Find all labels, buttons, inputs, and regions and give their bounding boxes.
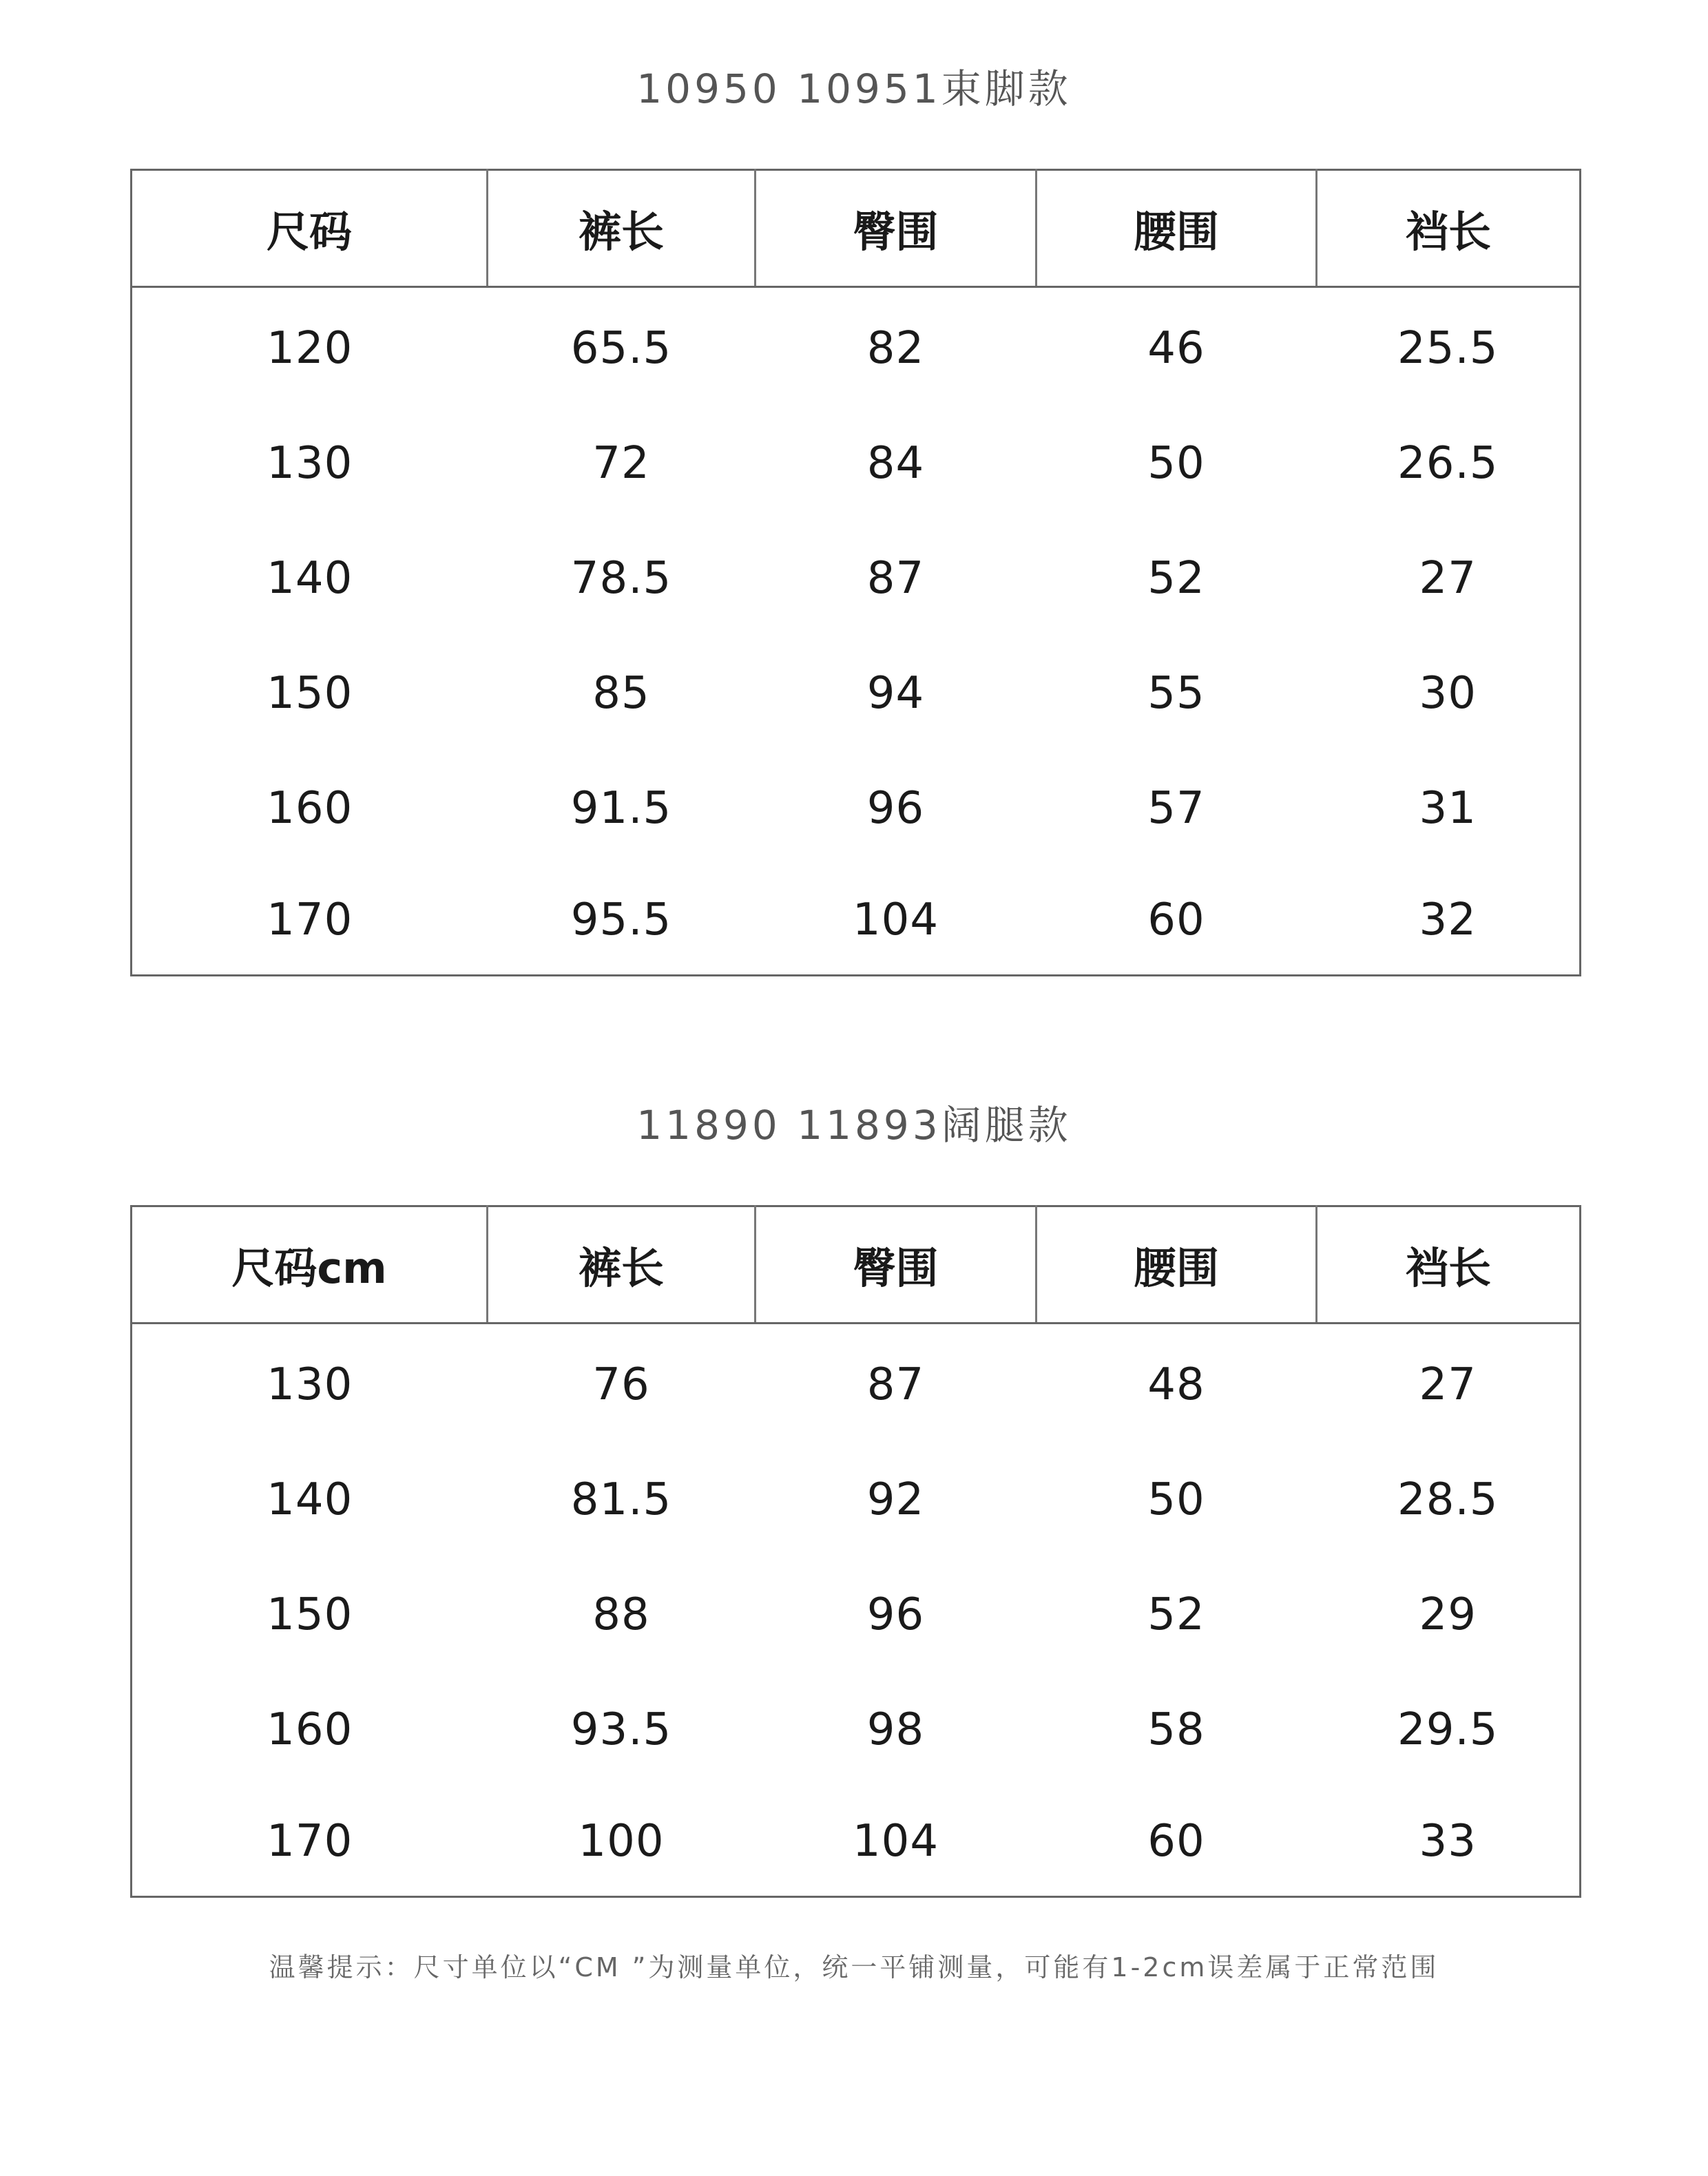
size-table-wide-leg	[130, 1205, 1581, 1898]
table-cell: 120	[267, 322, 353, 374]
table-cell: 29	[1419, 1589, 1477, 1640]
table-cell: 81.5	[570, 1474, 672, 1525]
table-cell: 50	[1147, 1474, 1205, 1525]
table-cell: 60	[1147, 895, 1205, 945]
table-header-row	[132, 170, 1581, 287]
table-cell: 150	[267, 1589, 353, 1640]
table-cell: 27	[1419, 552, 1477, 604]
table-cell: 78.5	[570, 552, 672, 604]
table-cell: 65.5	[570, 322, 672, 374]
table-cell: 150	[267, 667, 353, 719]
header-rise: 裆长	[1317, 170, 1581, 287]
table-cell: 28.5	[1397, 1474, 1499, 1525]
table-cell: 160	[267, 1704, 353, 1755]
table-cell: 50	[1147, 437, 1205, 489]
table-row	[132, 1557, 1581, 1672]
table-cell: 84	[866, 437, 925, 489]
header-waist: 腰围	[1037, 1206, 1317, 1324]
header-size: 尺码cm	[132, 1206, 488, 1324]
table-row	[132, 866, 1581, 976]
table-cell: 25.5	[1397, 322, 1499, 374]
table-cell: 60	[1147, 1816, 1205, 1867]
table-cell: 29.5	[1397, 1704, 1499, 1755]
table-cell: 72	[592, 437, 650, 489]
table-cell: 98	[866, 1704, 925, 1755]
table-cell: 93.5	[570, 1704, 672, 1755]
table-row	[132, 1324, 1581, 1443]
table-cell: 87	[866, 1359, 925, 1410]
header-size: 尺码	[132, 170, 488, 287]
table-cell: 92	[866, 1474, 925, 1525]
table-cell: 130	[267, 437, 353, 489]
table-row	[132, 1442, 1581, 1557]
header-waist: 腰围	[1037, 170, 1317, 287]
header-hip: 臀围	[756, 1206, 1037, 1324]
table-cell: 55	[1147, 667, 1205, 719]
table-cell: 46	[1147, 322, 1205, 374]
table-row	[132, 521, 1581, 636]
header-rise: 裆长	[1317, 1206, 1581, 1324]
table-cell: 100	[578, 1816, 665, 1867]
table-cell: 130	[267, 1359, 353, 1410]
table-cell: 91.5	[570, 782, 672, 834]
measurement-note: 温馨提示：尺寸单位以“CM ”为测量单位，统一平铺测量，可能有1-2cm误差属于正常范围	[269, 1952, 1439, 1983]
table-cell: 32	[1419, 895, 1477, 945]
table-cell: 30	[1419, 667, 1477, 719]
header-pants-length: 裤长	[488, 170, 756, 287]
table-cell: 52	[1147, 1589, 1205, 1640]
table-cell: 31	[1419, 782, 1477, 834]
table-cell: 48	[1147, 1359, 1205, 1410]
header-pants-length: 裤长	[488, 1206, 756, 1324]
table-cell: 82	[866, 322, 925, 374]
table-cell: 88	[592, 1589, 650, 1640]
table-header-row	[132, 1206, 1581, 1324]
table-row	[132, 287, 1581, 406]
table-cell: 170	[267, 895, 353, 945]
table-cell: 85	[592, 667, 650, 719]
table-cell: 94	[866, 667, 925, 719]
table-cell: 52	[1147, 552, 1205, 604]
table-cell: 57	[1147, 782, 1205, 834]
table-row	[132, 1787, 1581, 1897]
size-table-jogger	[130, 169, 1581, 976]
table-cell: 87	[866, 552, 925, 604]
table-cell: 160	[267, 782, 353, 834]
size-chart-title-jogger: 10950 10951束脚款	[636, 65, 1072, 112]
table-cell: 104	[852, 895, 939, 945]
size-chart-title-wide-leg: 11890 11893阔腿款	[636, 1102, 1072, 1149]
header-hip: 臀围	[756, 170, 1037, 287]
table-row	[132, 406, 1581, 521]
table-cell: 33	[1419, 1816, 1477, 1867]
table-cell: 26.5	[1397, 437, 1499, 489]
table-cell: 96	[866, 1589, 925, 1640]
table-cell: 96	[866, 782, 925, 834]
table-cell: 95.5	[570, 895, 672, 945]
table-cell: 140	[267, 552, 353, 604]
table-cell: 27	[1419, 1359, 1477, 1410]
table-cell: 58	[1147, 1704, 1205, 1755]
table-cell: 76	[592, 1359, 650, 1410]
table-row	[132, 1672, 1581, 1787]
table-cell: 140	[267, 1474, 353, 1525]
table-cell: 104	[852, 1816, 939, 1867]
table-row	[132, 751, 1581, 866]
table-row	[132, 636, 1581, 751]
table-cell: 170	[267, 1816, 353, 1867]
